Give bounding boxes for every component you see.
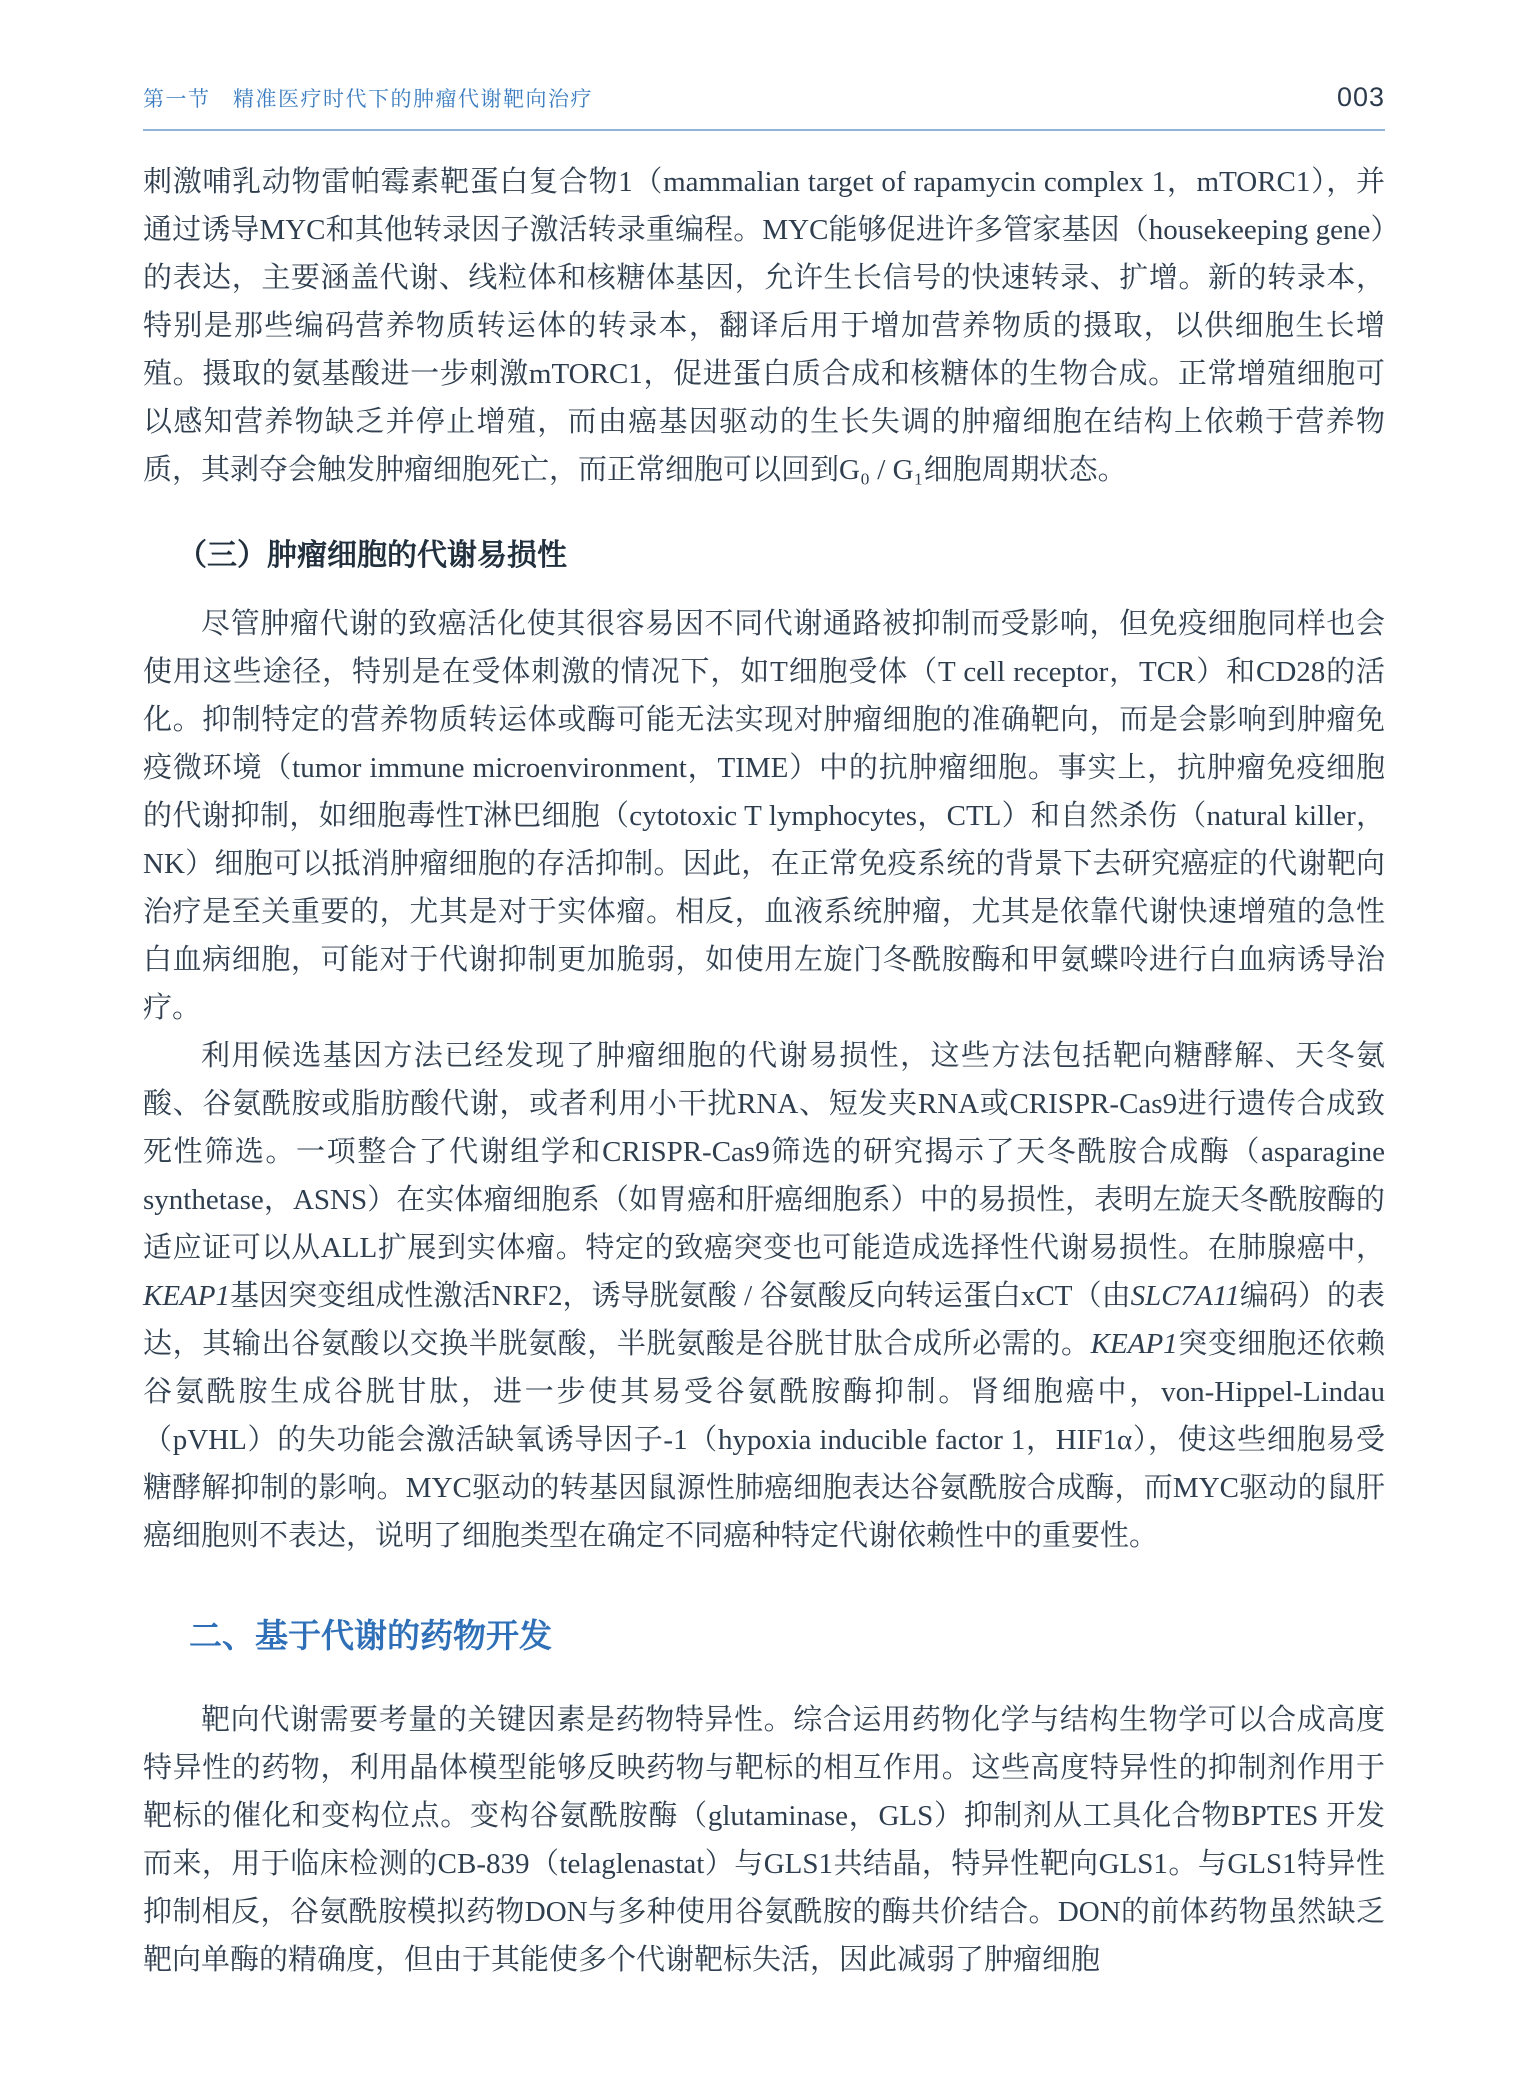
text-segment: 尽管肿瘤代谢的致癌活化使其很容易因不同代谢通路被抑制而受影响，但免疫细胞同样也会使用这些途径，特别是在受体刺激的情况下，如T细胞受体（T cell receptor，TCR）和CD28的活化。抑制特定的营养物质转运体或酶可能无法实现对肿瘤细胞的准确靶向，而是会影响到肿瘤免疫微环境（tumor immune microenvironment，TIME）中的抗肿瘤细胞。事实上，抗肿瘤免疫细胞的代谢抑制，如细胞毒性T淋巴细胞（cytotoxic T lymphocytes，CTL）和自然杀伤（natural killer，NK）细胞可以抵消肿瘤细胞的存活抑制。因此，在正常免疫系统的背景下去研究癌症的代谢靶向治疗是至关重要的，尤其是对于实体瘤。相反，血液系统肿瘤，尤其是依靠代谢快速增殖的急性白血病细胞，可能对于代谢抑制更加脆弱，如使用左旋门冬酰胺酶和甲氨蝶呤进行白血病诱导治疗。 [143,608,1385,1024]
running-header-title: 第一节 精准医疗时代下的肿瘤代谢靶向治疗 [143,88,593,111]
gene-name-italic: KEAP1 [1090,1328,1178,1360]
text-segment: 基因突变组成性激活NRF2，诱导胱氨酸 / 谷氨酸反向转运蛋白xCT（由 [230,1280,1131,1312]
text-segment: 编码）的表达，其输出谷氨酸以交换半胱氨酸，半胱氨酸是谷胱甘肽合成所必需的。 [143,1280,1385,1360]
paragraph-drug-specificity [143,1696,1385,1984]
paragraph-mtorc1 [143,158,1385,494]
page-number: 003 [1336,82,1385,112]
page-content [143,158,1385,1984]
gene-name-italic: KEAP1 [143,1280,230,1312]
section-heading-drug-development: 二、基于代谢的药物开发 [189,1617,552,1654]
text-segment: 刺激哺乳动物雷帕霉素靶蛋白复合物1（mammalian target of rapamycin complex 1，mTORC1），并通过诱导MYC和其他转录因子激活转录重编程。MYC能够促进许多管家基因（housekeeping gene）的表达，主要涵盖代谢、线粒体和核糖体基因，允许生长信号的快速转录、扩增。新的转录本，特别是那些编码营养物质转运体的转录本，翻译后用于增加营养物质的摄取，以供细胞生长增殖。摄取的氨基酸进一步刺激mTORC1，促进蛋白质合成和核糖体的生物合成。正常增殖细胞可以感知营养物缺乏并停止增殖，而由癌基因驱动的生长失调的肿瘤细胞在结构上依赖于营养物质，其剥夺会触发肿瘤细胞死亡，而正常细胞可以回到G₀ / G₁细胞周期状态。 [143,166,1385,486]
subsection-heading-metabolic-vulnerability: （三）肿瘤细胞的代谢易损性 [177,539,567,572]
gene-name-italic: SLC7A11 [1130,1280,1240,1312]
paragraph-candidate-gene [143,1032,1385,1560]
text-segment: 利用候选基因方法已经发现了肿瘤细胞的代谢易损性，这些方法包括靶向糖酵解、天冬氨酸、谷氨酰胺或脂肪酸代谢，或者利用小干扰RNA、短发夹RNA或CRISPR-Cas9进行遗传合成致死性筛选。一项整合了代谢组学和CRISPR-Cas9筛选的研究揭示了天冬酰胺合成酶（asparagine synthetase，ASNS）在实体瘤细胞系（如胃癌和肝癌细胞系）中的易损性，表明左旋天冬酰胺酶的适应证可以从ALL扩展到实体瘤。特定的致癌突变也可能造成选择性代谢易损性。在肺腺癌中， [143,1040,1385,1264]
paragraph-immune-cells [143,600,1385,1032]
text-segment: 突变细胞还依赖谷氨酰胺生成谷胱甘肽，进一步使其易受谷氨酰胺酶抑制。肾细胞癌中，von-Hippel-Lindau（pVHL）的失功能会激活缺氧诱导因子-1（hypoxia inducible factor 1，HIF1α），使这些细胞易受糖酵解抑制的影响。MYC驱动的转基因鼠源性肺癌细胞表达谷氨酰胺合成酶，而MYC驱动的鼠肝癌细胞则不表达，说明了细胞类型在确定不同癌种特定代谢依赖性中的重要性。 [143,1328,1385,1552]
page-header [143,82,1385,131]
text-segment: 靶向代谢需要考量的关键因素是药物特异性。综合运用药物化学与结构生物学可以合成高度特异性的药物，利用晶体模型能够反映药物与靶标的相互作用。这些高度特异性的抑制剂作用于靶标的催化和变构位点。变构谷氨酰胺酶（glutaminase，GLS）抑制剂从工具化合物BPTES 开发而来，用于临床检测的CB-839（telaglenastat）与GLS1共结晶，特异性靶向GLS1。与GLS1特异性抑制相反，谷氨酰胺模拟药物DON与多种使用谷氨酰胺的酶共价结合。DON的前体药物虽然缺乏靶向单酶的精确度，但由于其能使多个代谢靶标失活，因此减弱了肿瘤细胞 [143,1703,1385,1976]
